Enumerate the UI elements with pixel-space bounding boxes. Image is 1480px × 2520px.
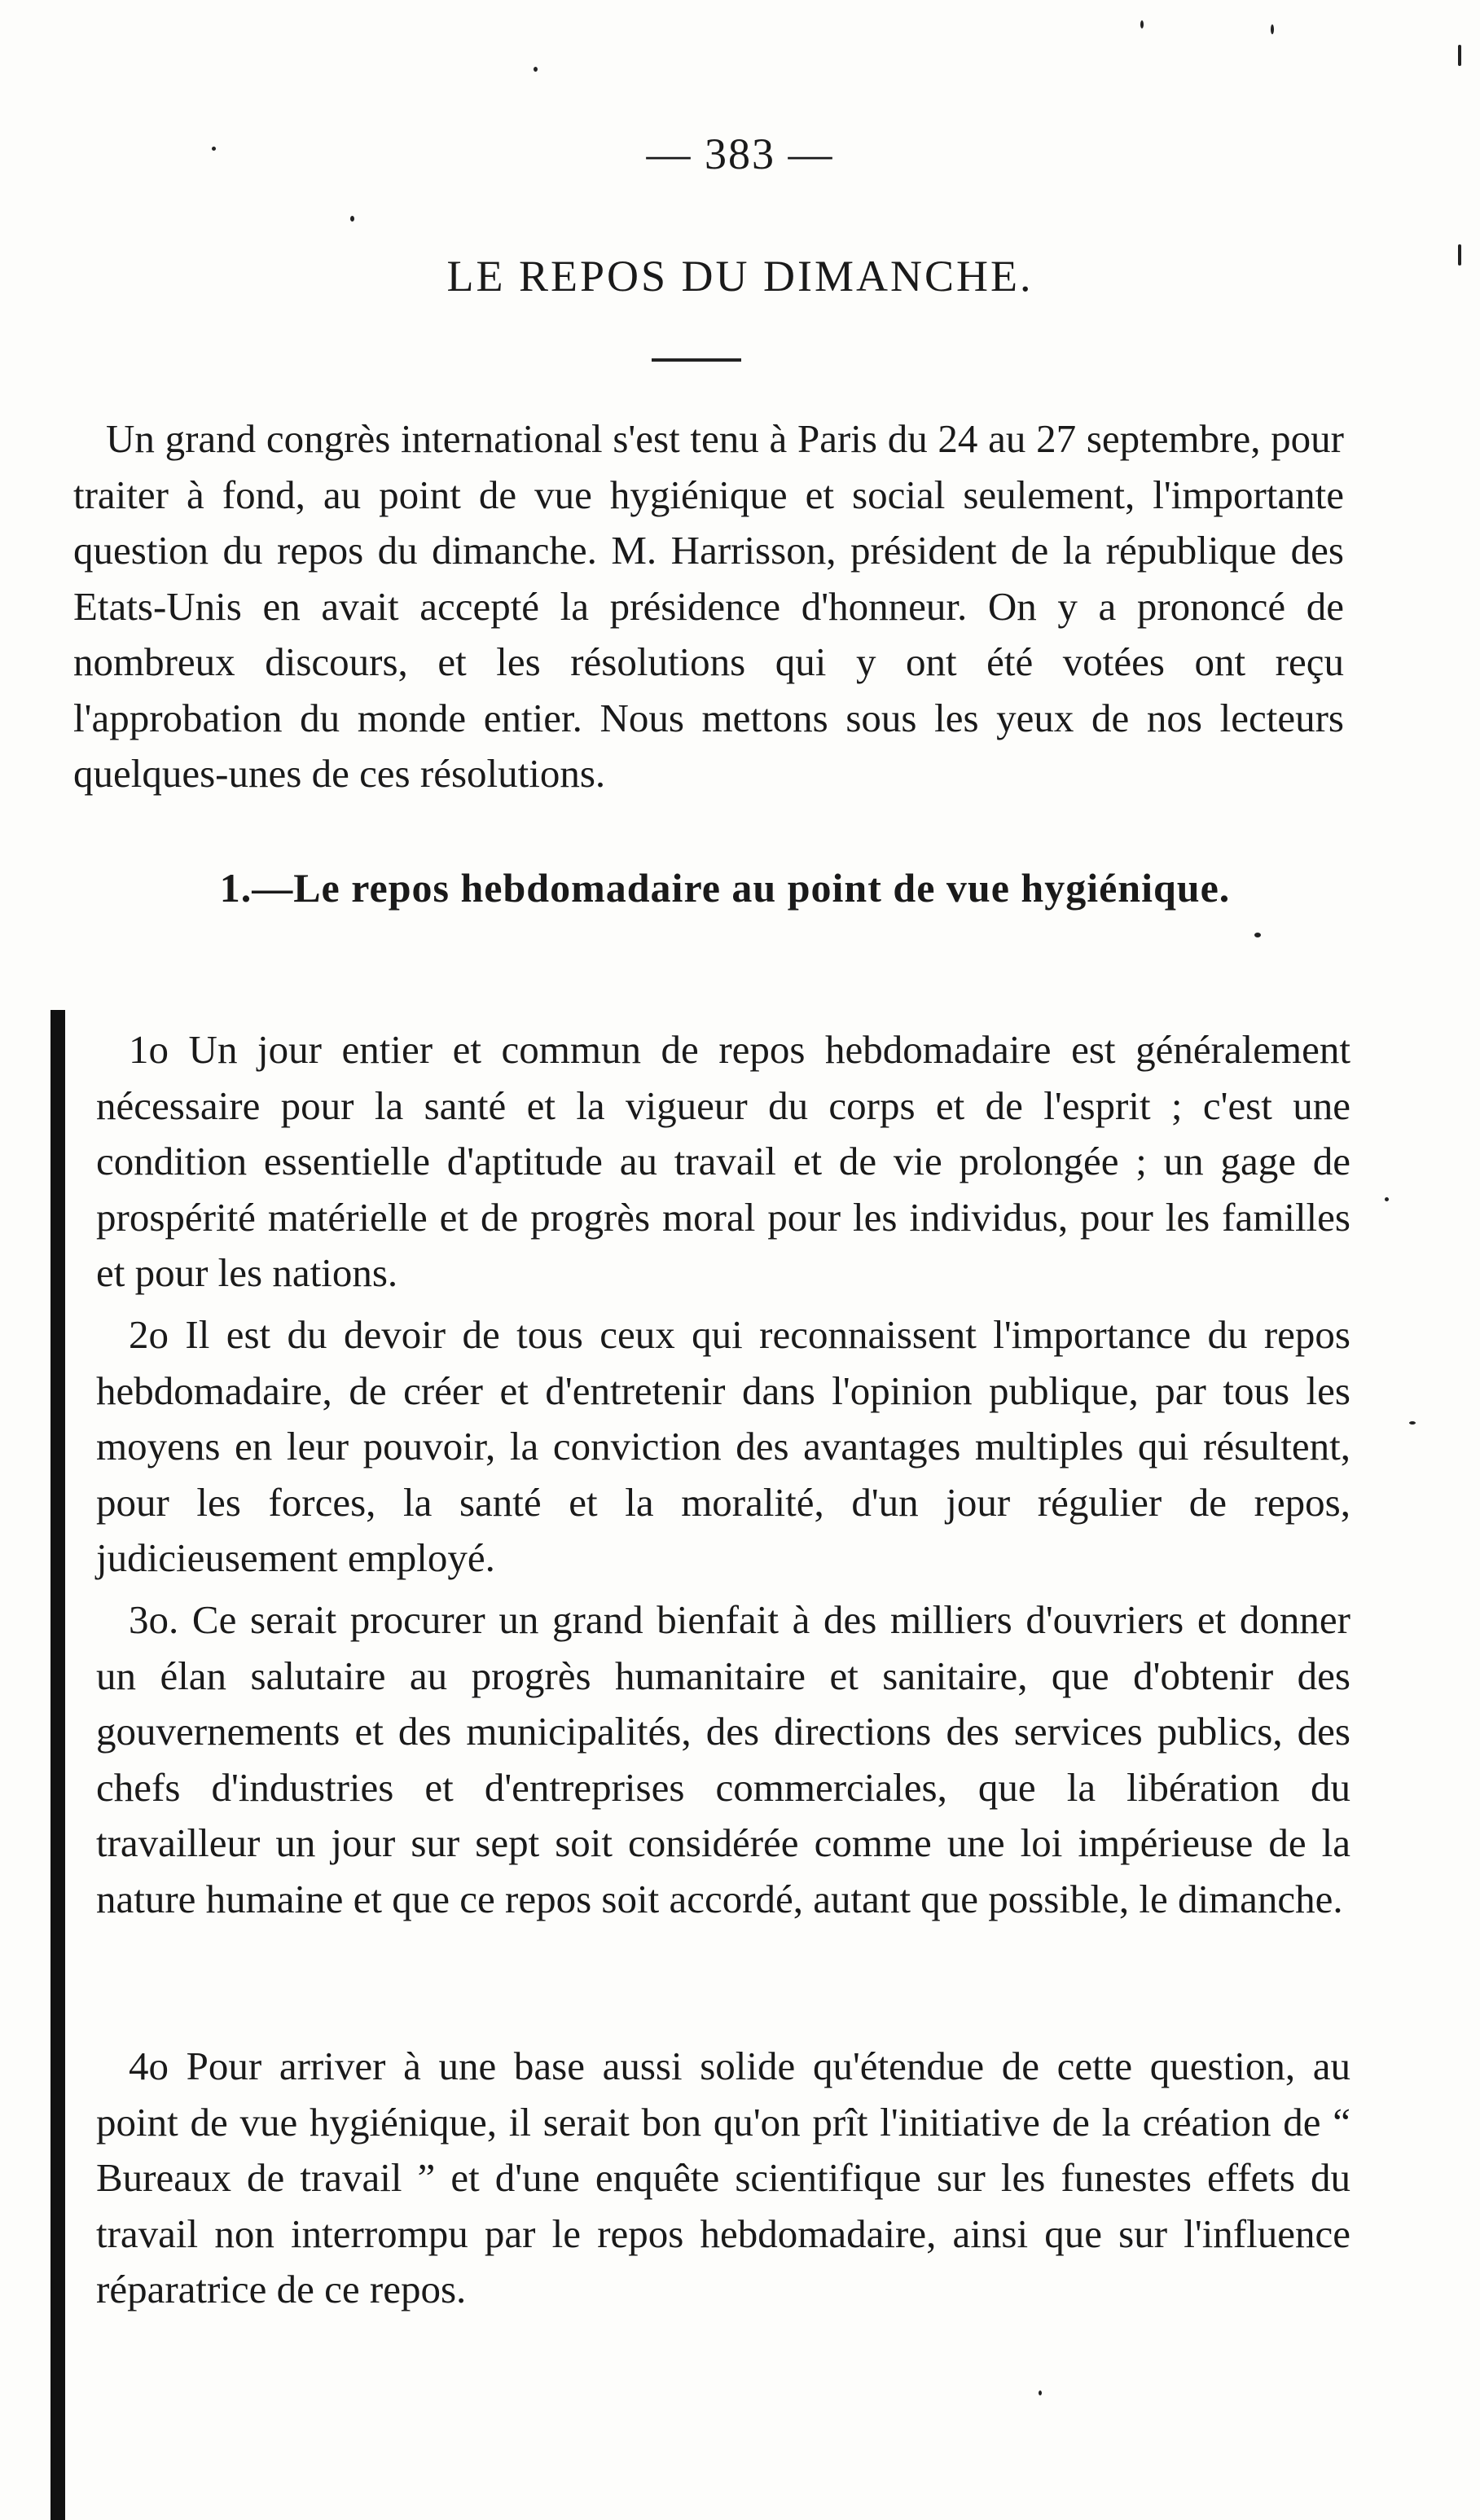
title-divider: [652, 358, 741, 362]
scan-speck: [1458, 244, 1461, 266]
resolution-3: [96, 1592, 1350, 1927]
scan-speck: [1458, 45, 1461, 66]
resolution-text: 3o. Ce serait procurer un grand bienfait à des milliers d'ouvriers et donner un élan salutaire au progrès humanitaire et sanitaire, que d'obtenir des gouvernements et des municipalités, des directions des services publics, des chefs d'industries et d'entreprises commerciales, que la libération du travailleur un jour sur sept soit considérée comme une loi impérieuse de la nature humaine et que ce repos soit accordé, autant que possible, le dimanche.: [96, 1597, 1350, 1921]
resolution-4: [96, 2039, 1350, 2318]
intro-text: Un grand congrès international s'est tenu à Paris du 24 au 27 septembre, pour traiter à fond, au point de vue hygiénique et social seulement, l'importante question du repos du dimanche. M. Harrisson, président de la république des Etats-Unis en avait accepté la présidence d'honneur. On y a prononcé de nombreux discours, et les résolutions qui y ont été votées ont reçu l'approbation du monde entier. Nous mettons sous les yeux de nos lecteurs quelques-unes de ces résolutions.: [73, 416, 1344, 796]
scan-speck: [212, 147, 216, 151]
resolution-text: 4o Pour arriver à une base aussi solide qu'étendue de cette question, au point de vue hygiénique, il serait bon qu'on prît l'initiative de la création de “ Bureaux de travail ” et d'une enquête scientifique sur les funestes effets du travail non interrompu par le repos hebdomadaire, ainsi que sur l'influence réparatrice de ce repos.: [96, 2044, 1350, 2311]
scan-speck: [1140, 20, 1144, 29]
scan-speck: [1039, 2390, 1042, 2395]
resolution-text: 2o Il est du devoir de tous ceux qui reconnaissent l'importance du repos hebdomadaire, de créer et d'entretenir dans l'opinion publique, par tous les moyens en leur pouvoir, la conviction des avantages multiples qui résultent, pour les forces, la santé et la moralité, d'un jour régulier de repos, judicieusement employé.: [96, 1312, 1350, 1580]
scan-speck: [350, 216, 354, 222]
resolution-text: 1o Un jour entier et commun de repos hebdomadaire est généralement nécessaire pour la santé et la vigueur du corps et de l'esprit ; c'est une condition essentielle d'aptitude au travail et de vie prolongée ; un gage de prospérité matérielle et de progrès moral pour les individus, pour les familles et pour les nations.: [96, 1027, 1350, 1295]
resolution-1: [96, 1022, 1350, 1302]
page-number: — 383 —: [646, 130, 834, 178]
resolution-2: [96, 1307, 1350, 1587]
scan-speck: [534, 67, 538, 72]
section-heading: 1.—Le repos hebdomadaire au point de vue hygiénique.: [219, 865, 1231, 911]
scan-speck: [1409, 1421, 1416, 1425]
intro-paragraph: [73, 411, 1344, 802]
page-edge-rule: [51, 1010, 65, 2520]
scan-speck: [1271, 24, 1274, 34]
article-title: LE REPOS DU DIMANCHE.: [446, 252, 1034, 301]
scan-speck: [1385, 1197, 1389, 1201]
scan-speck: [1254, 933, 1261, 937]
